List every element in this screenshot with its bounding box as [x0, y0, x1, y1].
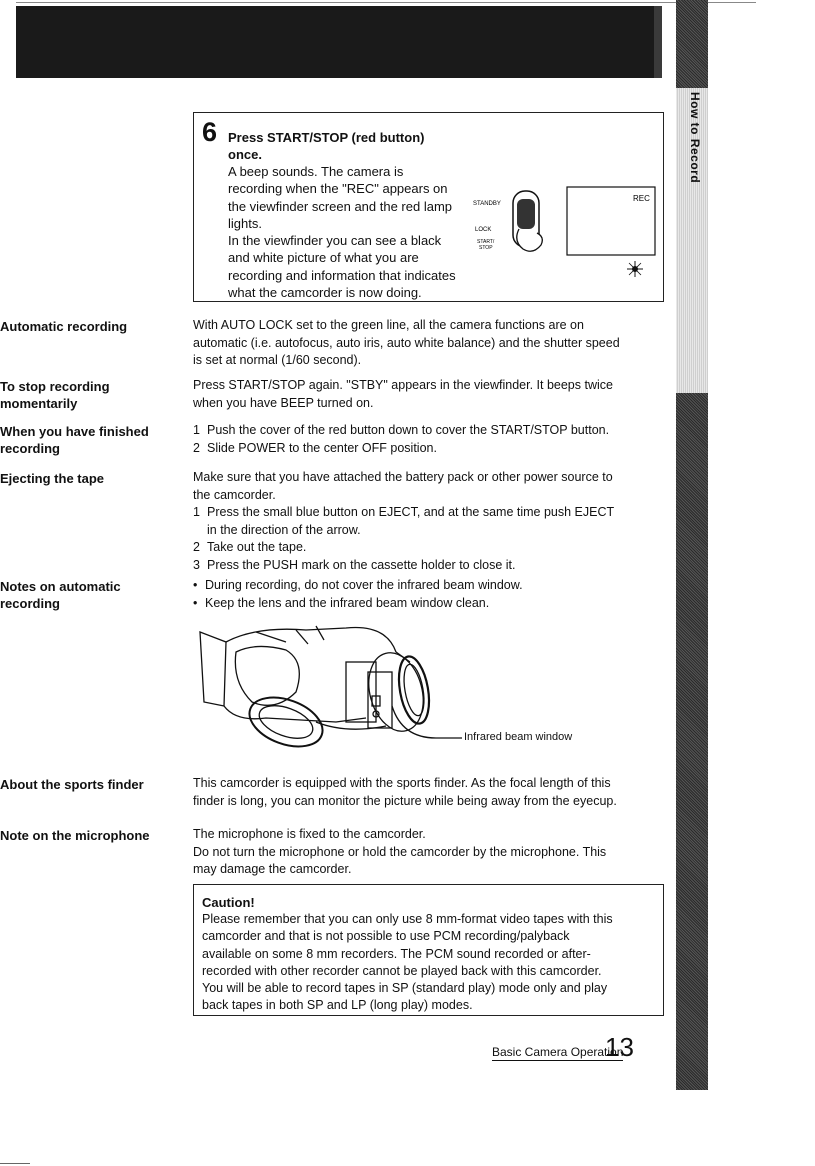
- heading-line: Notes on automatic: [0, 579, 121, 594]
- item-number: 2: [193, 440, 200, 455]
- rec-indicator: REC: [633, 194, 650, 203]
- item-text: [207, 504, 614, 539]
- page-number: 13: [605, 1032, 634, 1062]
- item-text: Slide POWER to the center OFF position.: [207, 440, 437, 455]
- standby-label: STANDBY: [473, 201, 501, 207]
- side-tab: [676, 0, 708, 1090]
- camcorder-bottom-outline: [224, 706, 366, 722]
- bullet-item: [193, 595, 663, 613]
- body-line: may damage the camcorder.: [193, 862, 352, 876]
- item-text: Press the PUSH mark on the cassette holder to close it.: [207, 557, 516, 572]
- numbered-item: [193, 504, 663, 539]
- item-text: Push the cover of the red button down to cover the START/STOP button.: [207, 423, 610, 437]
- header-bar-shade: [654, 6, 662, 78]
- caution-line: camcorder and that is not possible to use PCM recording/palyback: [202, 929, 570, 944]
- lens-cap-inner: [255, 699, 317, 744]
- numbered-item: [193, 440, 663, 458]
- heading-line: When you have finished: [0, 424, 149, 439]
- bullet-text: During recording, do not cover the infrared beam window.: [205, 578, 523, 592]
- body-line: when you have BEEP turned on.: [193, 395, 374, 410]
- step-text: [228, 163, 478, 301]
- item-number: 1: [193, 423, 200, 437]
- bullet-icon: •: [193, 595, 198, 610]
- item-text: Take out the tape.: [207, 540, 307, 554]
- header-bar: [16, 6, 662, 78]
- heading-line: recording: [0, 441, 60, 456]
- bullet-icon: •: [193, 578, 198, 592]
- bullet-text: Keep the lens and the infrared beam window clean.: [205, 595, 490, 610]
- body-line: With AUTO LOCK set to the green line, all the camera functions are on: [193, 318, 584, 332]
- caution-line: recorded with other recorder cannot be played back with this camcorder.: [202, 963, 602, 978]
- caution-line: Please remember that you can only use 8 mm-format video tapes with this: [202, 912, 613, 926]
- bullet-item: [193, 577, 663, 595]
- caution-line: back tapes in both SP and LP (long play) modes.: [202, 998, 473, 1013]
- body-line: the camcorder.: [193, 487, 276, 502]
- body-line: Do not turn the microphone or hold the camcorder by the microphone. This: [193, 844, 607, 859]
- step-text-line: and white picture of what you are: [228, 250, 419, 266]
- body-ejecting-tape: [193, 469, 663, 574]
- body-line: This camcorder is equipped with the sports finder. As the focal length of this: [193, 776, 611, 790]
- heading-sports-finder: About the sports finder: [0, 777, 144, 792]
- step-title-line2: once.: [228, 147, 262, 162]
- step-text-line: recording and information that indicates: [228, 267, 456, 283]
- lock-label: LOCK: [475, 227, 492, 233]
- step-text-line: In the viewfinder you can see a black: [228, 233, 442, 249]
- caution-text: [202, 911, 658, 1015]
- body-line: is set at normal (1/60 second).: [193, 353, 362, 367]
- step-text-line: what the camcorder is now doing.: [228, 285, 422, 301]
- figure-label-infrared: Infrared beam window: [464, 731, 573, 743]
- caution-line: available on some 8 mm recorders. The PCM sound recorded or after-: [202, 946, 591, 961]
- camcorder-side-panel: [200, 632, 226, 706]
- caution-title: Caution!: [202, 895, 255, 910]
- body-line: Make sure that you have attached the battery pack or other power source to: [193, 470, 613, 484]
- item-number: 1: [193, 505, 200, 519]
- body-stop-recording: [193, 377, 663, 412]
- numbered-item: [193, 557, 663, 575]
- step-text-line: A beep sounds. The camera is: [228, 164, 404, 179]
- label-leader-line: [392, 706, 462, 738]
- camcorder-lens-front: [394, 654, 433, 726]
- side-tab-label: How to Record: [688, 92, 702, 184]
- heading-stop-recording: [0, 378, 172, 412]
- body-sports-finder: [193, 775, 663, 810]
- heading-ejecting-tape: Ejecting the tape: [0, 471, 105, 486]
- body-line: finder is long, you can monitor the picture while being away from the eyecup.: [193, 793, 617, 808]
- top-rule: [16, 2, 756, 3]
- step-text-line: lights.: [228, 215, 262, 231]
- switch-knob: [517, 199, 535, 229]
- heading-line: momentarily: [0, 396, 78, 411]
- caution-box: [193, 884, 664, 1016]
- camcorder-grip: [235, 646, 299, 705]
- step-number: 6: [202, 117, 218, 147]
- heading-microphone: Note on the microphone: [0, 828, 150, 843]
- body-finished-recording: [193, 422, 663, 457]
- item-number: 2: [193, 540, 200, 554]
- heading-line: recording: [0, 596, 60, 611]
- start-stop-illustration: [469, 169, 659, 279]
- step-title-line1: Press START/STOP (red button): [228, 130, 425, 145]
- caution-line: You will be able to record tapes in SP (standard play) mode only and play: [202, 981, 608, 996]
- lamp-icon: [627, 261, 643, 277]
- body-notes-automatic: [193, 577, 663, 612]
- heading-finished-recording: [0, 423, 172, 457]
- bottom-rule: [0, 1163, 30, 1164]
- body-microphone: [193, 826, 663, 879]
- step-box: [193, 112, 664, 302]
- camcorder-top-outline: [226, 628, 410, 663]
- heading-automatic-recording: Automatic recording: [0, 319, 128, 334]
- numbered-item: [193, 422, 663, 440]
- item-text-line: Press the small blue button on EJECT, and at the same time push EJECT: [207, 505, 615, 519]
- heading-line: To stop recording: [0, 379, 110, 394]
- step-text-line: the viewfinder screen and the red lamp: [228, 198, 453, 214]
- step-text-line: recording when the "REC" appears on: [228, 181, 448, 197]
- footer-section-label: Basic Camera Operation: [492, 1045, 624, 1059]
- body-line: The microphone is fixed to the camcorder.: [193, 827, 426, 841]
- start-stop-label-2: STOP: [479, 245, 493, 251]
- numbered-item: [193, 539, 663, 557]
- camcorder-body-block: [346, 662, 376, 722]
- step-title: [228, 129, 478, 163]
- body-line: Press START/STOP again. "STBY" appears in the viewfinder. It beeps twice: [193, 378, 613, 392]
- start-stop-label-1: START/: [477, 239, 495, 245]
- lens-cap-strap: [316, 722, 386, 729]
- body-line: automatic (i.e. autofocus, auto iris, auto white balance) and the shutter speed: [193, 335, 620, 350]
- item-text-line: in the direction of the arrow.: [207, 522, 361, 537]
- body-automatic-recording: [193, 317, 663, 370]
- item-number: 3: [193, 557, 200, 572]
- heading-notes-automatic: [0, 578, 172, 612]
